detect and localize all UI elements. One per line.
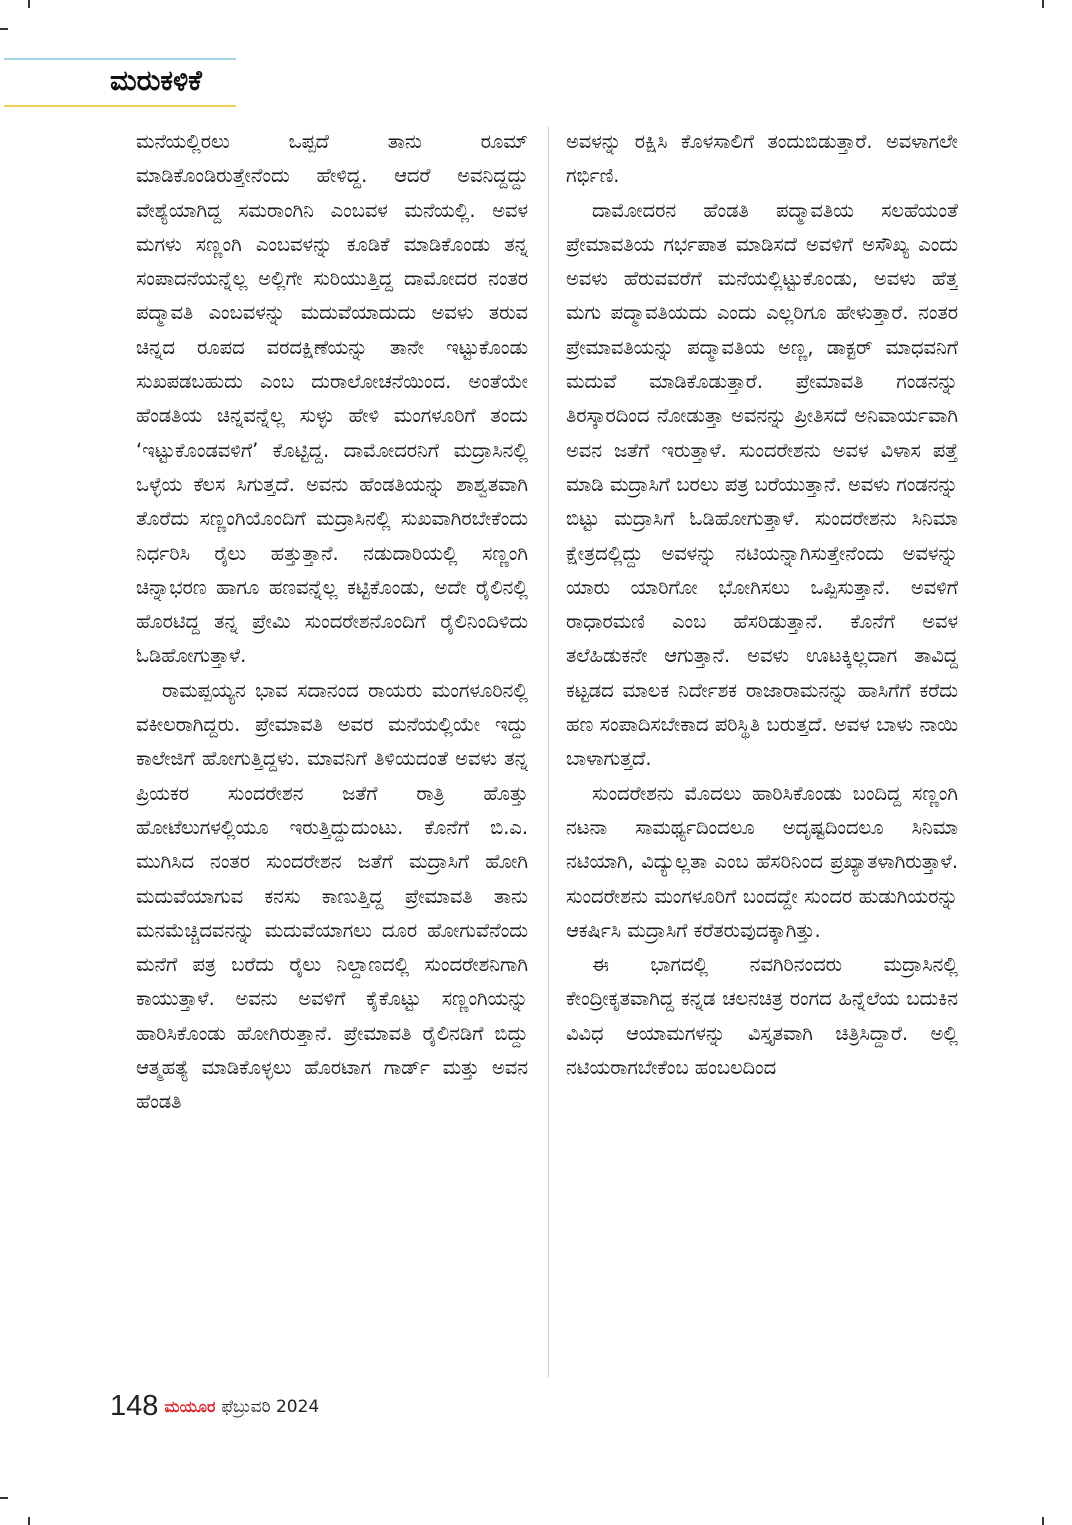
issue-date: ಫೆಬ್ರುವರಿ 2024 (221, 1396, 320, 1417)
header-rule-bottom (4, 105, 236, 107)
crop-mark (1042, 0, 1044, 8)
column-divider (548, 127, 549, 1377)
magazine-name: ಮಯೂರ (164, 1396, 216, 1416)
crop-mark (1042, 1517, 1044, 1525)
page-number: 148 (110, 1390, 159, 1422)
article-column-right (566, 125, 958, 1380)
paragraph: ಸುಂದರೇಶನು ಮೊದಲು ಹಾರಿಸಿಕೊಂಡು ಬಂದಿದ್ದ ಸಣ್ಣಂಗಿ ನಟನಾ ಸಾಮರ್ಥ್ಯದಿಂದಲೂ ಅದೃಷ್ಟದಿಂದಲೂ ಸಿನಿಮಾ ನಟಿಯಾಗಿ, ವಿದ್ಯುಲ್ಲತಾ ಎಂಬ ಹೆಸರಿನಿಂದ ಪ್ರಖ್ಯಾತಳಾಗಿರುತ್ತಾಳೆ. ಸುಂದರೇಶನು ಮಂಗಳೂರಿಗೆ ಬಂದದ್ದೇ ಸುಂದರ ಹುಡುಗಿಯರನ್ನು ಆಕರ್ಷಿಸಿ ಮದ್ರಾಸಿಗೆ ಕರೆತರುವುದಕ್ಕಾಗಿತ್ತು. (566, 781, 958, 942)
paragraph: ಅವಳನ್ನು ರಕ್ಷಿಸಿ ಕೊಳಸಾಲಿಗೆ ತಂದುಬಿಡುತ್ತಾರೆ. ಅವಳಾಗಲೇ ಗರ್ಭಿಣಿ. (566, 130, 958, 188)
paragraph: ದಾಮೋದರನ ಹೆಂಡತಿ ಪದ್ಮಾವತಿಯ ಸಲಹೆಯಂತೆ ಪ್ರೇಮಾವತಿಯ ಗರ್ಭಪಾತ ಮಾಡಿಸದೆ ಅವಳಿಗೆ ಅಸೌಖ್ಯ ಎಂದು ಅವಳು ಹೆರುವವರೆಗೆ ಮನೆಯಲ್ಲಿಟ್ಟುಕೊಂಡು, ಅವಳು ಹೆತ್ತ ಮಗು ಪದ್ಮಾವತಿಯದು ಎಂದು ಎಲ್ಲರಿಗೂ ಹೇಳುತ್ತಾರೆ. ನಂತರ ಪ್ರೇಮಾವತಿಯನ್ನು ಪದ್ಮಾವತಿಯ ಅಣ್ಣ, ಡಾಕ್ಟರ್ ಮಾಧವನಿಗೆ ಮದುವೆ ಮಾಡಿಕೊಡುತ್ತಾರೆ. ಪ್ರೇಮಾವತಿ ಗಂಡನನ್ನು ತಿರಸ್ಕಾರದಿಂದ ನೋಡುತ್ತಾ ಅವನನ್ನು ಪ್ರೀತಿಸದೆ ಅನಿವಾರ್ಯವಾಗಿ ಅವನ ಜತೆಗೆ ಇರುತ್ತಾಳೆ. ಸುಂದರೇಶನು ಅವಳ ವಿಳಾಸ ಪತ್ತೆ ಮಾಡಿ ಮದ್ರಾಸಿಗೆ ಬರಲು ಪತ್ರ ಬರೆಯುತ್ತಾನೆ. ಅವಳು ಗಂಡನನ್ನು ಬಿಟ್ಟು ಮದ್ರಾಸಿಗೆ ಓಡಿಹೋಗುತ್ತಾಳೆ. ಸುಂದರೇಶನು ಸಿನಿಮಾ ಕ್ಷೇತ್ರದಲ್ಲಿದ್ದು ಅವಳನ್ನು ನಟಿಯನ್ನಾಗಿಸುತ್ತೇನೆಂದು ಅವಳನ್ನು ಯಾರು ಯಾರಿಗೋ ಭೋಗಿಸಲು ಒಪ್ಪಿಸುತ್ತಾನೆ. ಅವಳಿಗೆ ರಾಧಾರಮಣಿ ಎಂಬ ಹೆಸರಿಡುತ್ತಾನೆ. ಕೊನೆಗೆ ಅವಳ ತಲೆಹಿಡುಕನೇ ಆಗುತ್ತಾನೆ. ಅವಳು ಊಟಕ್ಕಿಲ್ಲದಾಗ ತಾವಿದ್ದ ಕಟ್ಟಡದ ಮಾಲಕ ನಿರ್ದೇಶಕ ರಾಜಾರಾಮನನ್ನು ಹಾಸಿಗೆಗೆ ಕರೆದು ಹಣ ಸಂಪಾದಿಸಬೇಕಾದ ಪರಿಸ್ಥಿತಿ ಬರುತ್ತದೆ. ಅವಳ ಬಾಳು ನಾಯಿ ಬಾಳಾಗುತ್ತದೆ. (566, 198, 958, 771)
crop-mark (28, 0, 30, 8)
paragraph: ಮನೆಯಲ್ಲಿರಲು ಒಪ್ಪದೆ ತಾನು ರೂಮ್ ಮಾಡಿಕೊಂಡಿರುತ್ತೇನೆಂದು ಹೇಳಿದ್ದ. ಆದರೆ ಅವನಿದ್ದದ್ದು ವೇಶ್ಯೆಯಾಗಿದ್ದ ಸಮರಾಂಗಿನಿ ಎಂಬವಳ ಮನೆಯಲ್ಲಿ. ಅವಳ ಮಗಳು ಸಣ್ಣಂಗಿ ಎಂಬವಳನ್ನು ಕೂಡಿಕೆ ಮಾಡಿಕೊಂಡು ತನ್ನ ಸಂಪಾದನೆಯನ್ನೆಲ್ಲ ಅಲ್ಲಿಗೇ ಸುರಿಯುತ್ತಿದ್ದ ದಾಮೋದರ ನಂತರ ಪದ್ಮಾವತಿ ಎಂಬವಳನ್ನು ಮದುವೆಯಾದುದು ಅವಳು ತರುವ ಚಿನ್ನದ ರೂಪದ ವರದಕ್ಷಿಣೆಯನ್ನು ತಾನೇ ಇಟ್ಟುಕೊಂಡು ಸುಖಪಡಬಹುದು ಎಂಬ ದುರಾಲೋಚನೆಯಿಂದ. ಅಂತೆಯೇ ಹೆಂಡತಿಯ ಚಿನ್ನವನ್ನೆಲ್ಲ ಸುಳ್ಳು ಹೇಳಿ ಮಂಗಳೂರಿಗೆ ತಂದು ‘ಇಟ್ಟುಕೊಂಡವಳಿಗೆ’ ಕೊಟ್ಟಿದ್ದ. ದಾಮೋದರನಿಗೆ ಮದ್ರಾಸಿನಲ್ಲಿ ಒಳ್ಳೆಯ ಕೆಲಸ ಸಿಗುತ್ತದೆ. ಅವನು ಹೆಂಡತಿಯನ್ನು ಶಾಶ್ವತವಾಗಿ ತೊರೆದು ಸಣ್ಣಂಗಿಯೊಂದಿಗೆ ಮದ್ರಾಸಿನಲ್ಲಿ ಸುಖವಾಗಿರಬೇಕೆಂದು ನಿರ್ಧರಿಸಿ ರೈಲು ಹತ್ತುತ್ತಾನೆ. ನಡುದಾರಿಯಲ್ಲಿ ಸಣ್ಣಂಗಿ ಚಿನ್ನಾಭರಣ ಹಾಗೂ ಹಣವನ್ನೆಲ್ಲ ಕಟ್ಟಿಕೊಂಡು, ಅದೇ ರೈಲಿನಲ್ಲಿ ಹೊರಟಿದ್ದ ತನ್ನ ಪ್ರೇಮಿ ಸುಂದರೇಶನೊಂದಿಗೆ ರೈಲಿನಿಂದಿಳಿದು ಓಡಿಹೋಗುತ್ತಾಳೆ. (136, 130, 528, 668)
crop-mark (28, 1517, 30, 1525)
section-header (0, 58, 238, 110)
article-column-left (136, 125, 528, 1380)
paragraph: ಈ ಭಾಗದಲ್ಲಿ ನವಗಿರಿನಂದರು ಮದ್ರಾಸಿನಲ್ಲಿ ಕೇಂದ್ರೀಕೃತವಾಗಿದ್ದ ಕನ್ನಡ ಚಲನಚಿತ್ರ ರಂಗದ ಹಿನ್ನೆಲೆಯ ಬದುಕಿನ ವಿವಿಧ ಆಯಾಮಗಳನ್ನು ವಿಸ್ತೃತವಾಗಿ ಚಿತ್ರಿಸಿದ್ದಾರೆ. ಅಲ್ಲಿ ನಟಿಯರಾಗಬೇಕೆಂಬ ಹಂಬಲದಿಂದ (566, 953, 958, 1080)
page-footer (110, 1390, 319, 1423)
crop-mark (0, 1497, 8, 1499)
section-title: ಮರುಕಳಿಕೆ (110, 64, 202, 97)
header-rule-top (4, 58, 236, 60)
paragraph: ರಾಮಪ್ಪಯ್ಯನ ಭಾವ ಸದಾನಂದ ರಾಯರು ಮಂಗಳೂರಿನಲ್ಲಿ ವಕೀಲರಾಗಿದ್ದರು. ಪ್ರೇಮಾವತಿ ಅವರ ಮನೆಯಲ್ಲಿಯೇ ಇದ್ದು ಕಾಲೇಜಿಗೆ ಹೋಗುತ್ತಿದ್ದಳು. ಮಾವನಿಗೆ ತಿಳಿಯದಂತೆ ಅವಳು ತನ್ನ ಪ್ರಿಯಕರ ಸುಂದರೇಶನ ಜತೆಗೆ ರಾತ್ರಿ ಹೊತ್ತು ಹೋಟೆಲುಗಳಲ್ಲಿಯೂ ಇರುತ್ತಿದ್ದುದುಂಟು. ಕೊನೆಗೆ ಬಿ.ಎ. ಮುಗಿಸಿದ ನಂತರ ಸುಂದರೇಶನ ಜತೆಗೆ ಮದ್ರಾಸಿಗೆ ಹೋಗಿ ಮದುವೆಯಾಗುವ ಕನಸು ಕಾಣುತ್ತಿದ್ದ ಪ್ರೇಮಾವತಿ ತಾನು ಮನಮೆಚ್ಚಿದವನನ್ನು ಮದುವೆಯಾಗಲು ದೂರ ಹೋಗುವೆನೆಂದು ಮನೆಗೆ ಪತ್ರ ಬರೆದು ರೈಲು ನಿಲ್ದಾಣದಲ್ಲಿ ಸುಂದರೇಶನಿಗಾಗಿ ಕಾಯುತ್ತಾಳೆ. ಅವನು ಅವಳಿಗೆ ಕೈಕೊಟ್ಟು ಸಣ್ಣಂಗಿಯನ್ನು ಹಾರಿಸಿಕೊಂಡು ಹೋಗಿರುತ್ತಾನೆ. ಪ್ರೇಮಾವತಿ ರೈಲಿನಡಿಗೆ ಬಿದ್ದು ಆತ್ಮಹತ್ಯೆ ಮಾಡಿಕೊಳ್ಳಲು ಹೊರಟಾಗ ಗಾರ್ಡ್ ಮತ್ತು ಅವನ ಹೆಂಡತಿ (136, 678, 528, 1114)
crop-mark (0, 28, 8, 30)
